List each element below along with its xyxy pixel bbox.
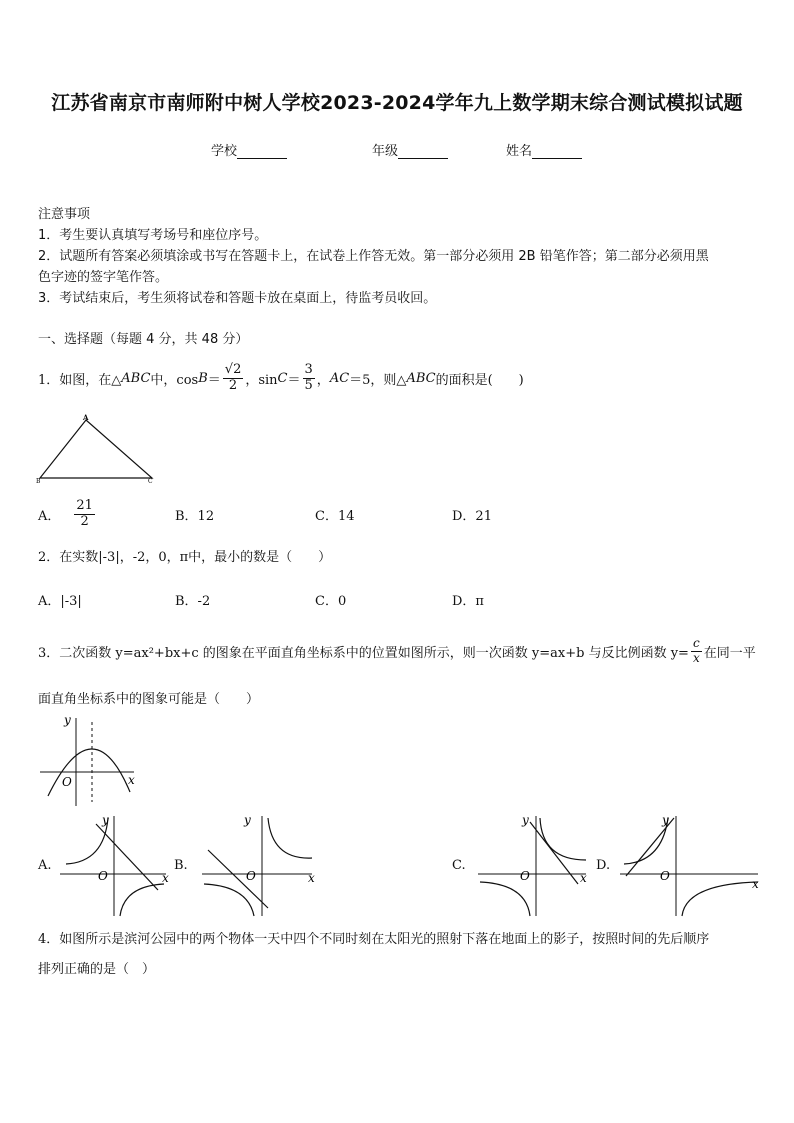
q3-text: 3．二次函数 y=ax²+bx+c 的图象在平面直角坐标系中的位置如图所示，则一次函数 y=ax+b 与反比例函数 y= <box>38 645 689 661</box>
y-axis-label: y <box>102 813 109 827</box>
q2-option-a[interactable]: A．|-3| <box>38 594 82 609</box>
question-1-stem <box>38 356 524 400</box>
question-4-stem: 4．如图所示是滨河公园中的两个物体一天中四个不同时刻在太阳光的照射下落在地面上的影子，按照时间的先后顺序 <box>38 932 710 947</box>
parabola-figure <box>38 714 136 808</box>
origin-label: O <box>246 869 256 883</box>
q3-option-c-label[interactable]: C. <box>452 858 466 873</box>
line-graph <box>530 822 578 884</box>
q1-fraction-sinc <box>303 363 315 394</box>
x-axis-label: x <box>580 871 587 885</box>
q1-fraction-den: 2 <box>228 377 238 393</box>
q1-fraction-cosb <box>223 363 244 394</box>
q1-triangle-name: ABC <box>406 370 436 386</box>
q3-fraction-c-over-x <box>691 637 702 666</box>
q3-option-c-graph[interactable] <box>474 812 592 918</box>
origin-label: O <box>98 869 108 883</box>
q1-option-a-fraction <box>74 499 95 530</box>
q3-option-a-label[interactable]: A. <box>38 858 52 873</box>
q1-fraction-num: 3 <box>304 361 313 377</box>
q1-option-d[interactable]: D．21 <box>452 509 492 524</box>
vertex-label-c: C <box>148 478 153 484</box>
school-label: 学校 <box>211 144 238 159</box>
q1-text: ，sin <box>245 372 278 388</box>
q1-equals: ＝ <box>287 372 301 388</box>
origin-label: O <box>660 869 670 883</box>
q2-option-c[interactable]: C．0 <box>315 594 347 609</box>
hyperbola-branch <box>268 818 312 858</box>
x-axis-label: x <box>308 871 315 885</box>
q3-option-a-graph[interactable] <box>56 812 172 918</box>
option-letter: A． <box>38 508 61 524</box>
name-label: 姓名 <box>506 144 533 159</box>
q1-angle-b: B <box>198 370 208 386</box>
triangle-abc <box>40 420 152 478</box>
triangle-figure <box>34 412 159 484</box>
q1-option-c[interactable]: C．14 <box>315 509 355 524</box>
q3-text: 在同一平 <box>703 645 756 661</box>
note-item: 色字迹的签字笔作答。 <box>38 270 169 285</box>
y-axis-label: y <box>64 714 71 727</box>
section-heading: 一、选择题（每题 4 分，共 48 分） <box>38 332 249 347</box>
q1-text: ＝5，则△ <box>349 372 407 388</box>
vertex-label-b: B <box>36 478 41 484</box>
hyperbola-branch <box>480 882 530 916</box>
origin-label: O <box>520 869 530 883</box>
school-blank <box>237 146 287 159</box>
q1-text: 中，cos <box>150 372 199 388</box>
y-axis-label: y <box>244 813 251 827</box>
name-blank <box>532 146 582 159</box>
q2-option-b[interactable]: B．-2 <box>175 594 211 609</box>
hyperbola-branch <box>204 884 254 916</box>
x-axis-label: x <box>752 877 759 891</box>
fraction-num: 21 <box>76 497 93 513</box>
q1-equals: ＝ <box>207 372 221 388</box>
q3-option-d-graph[interactable] <box>616 812 764 918</box>
question-4-stem-line2: 排列正确的是（ ） <box>38 962 156 977</box>
hyperbola-branch <box>682 882 758 916</box>
q3-option-b-graph[interactable] <box>198 812 318 918</box>
x-axis-label: x <box>128 773 135 787</box>
hyperbola-branch <box>540 818 586 860</box>
vertex-label-a: A <box>83 413 89 422</box>
line-graph <box>208 850 268 908</box>
question-3-stem-line2: 面直角坐标系中的图象可能是（ ） <box>38 692 260 707</box>
q1-text: 的面积是( ) <box>435 372 524 388</box>
q3-option-b-label[interactable]: B. <box>174 858 188 873</box>
fraction-num: c <box>691 637 702 652</box>
x-axis-label: x <box>162 871 169 885</box>
q1-text: ， <box>316 372 330 388</box>
fraction-den: 2 <box>80 513 89 529</box>
q1-option-b[interactable]: B．12 <box>175 509 215 524</box>
grade-field <box>372 140 448 159</box>
q1-option-a[interactable] <box>38 492 97 536</box>
q2-option-d[interactable]: D．π <box>452 594 484 609</box>
page-title: 江苏省南京市南师附中树人学校2023-2024学年九上数学期末综合测试模拟试题 <box>51 92 743 114</box>
note-item: 1．考生要认真填写考场号和座位序号。 <box>38 228 268 243</box>
q3-option-d-label[interactable]: D. <box>596 858 611 873</box>
note-item: 3．考试结束后，考生须将试卷和答题卡放在桌面上，待监考员收回。 <box>38 291 437 306</box>
question-3-stem <box>38 632 756 670</box>
school-field <box>211 140 287 159</box>
notes-heading: 注意事项 <box>38 207 91 222</box>
y-axis-label: y <box>662 813 669 827</box>
question-2-stem: 2．在实数|-3|，-2，0，π中，最小的数是（ ） <box>38 550 332 565</box>
q1-angle-c: C <box>277 370 288 386</box>
name-field <box>506 140 582 159</box>
grade-label: 年级 <box>372 144 399 159</box>
y-axis-label: y <box>522 813 529 827</box>
q1-fraction-num: √2 <box>224 361 242 377</box>
q1-text: 1．如图，在△ <box>38 372 122 388</box>
q1-triangle-name: ABC <box>121 370 151 386</box>
origin-label: O <box>62 775 72 789</box>
grade-blank <box>398 146 448 159</box>
q1-side-ac: AC <box>329 370 350 386</box>
fraction-den: x <box>692 650 700 665</box>
q1-fraction-den: 5 <box>304 377 313 393</box>
note-item: 2．试题所有答案必须填涂或书写在答题卡上，在试卷上作答无效。第一部分必须用 2B 铅笔作答；第二部分必须用黑 <box>38 249 709 264</box>
